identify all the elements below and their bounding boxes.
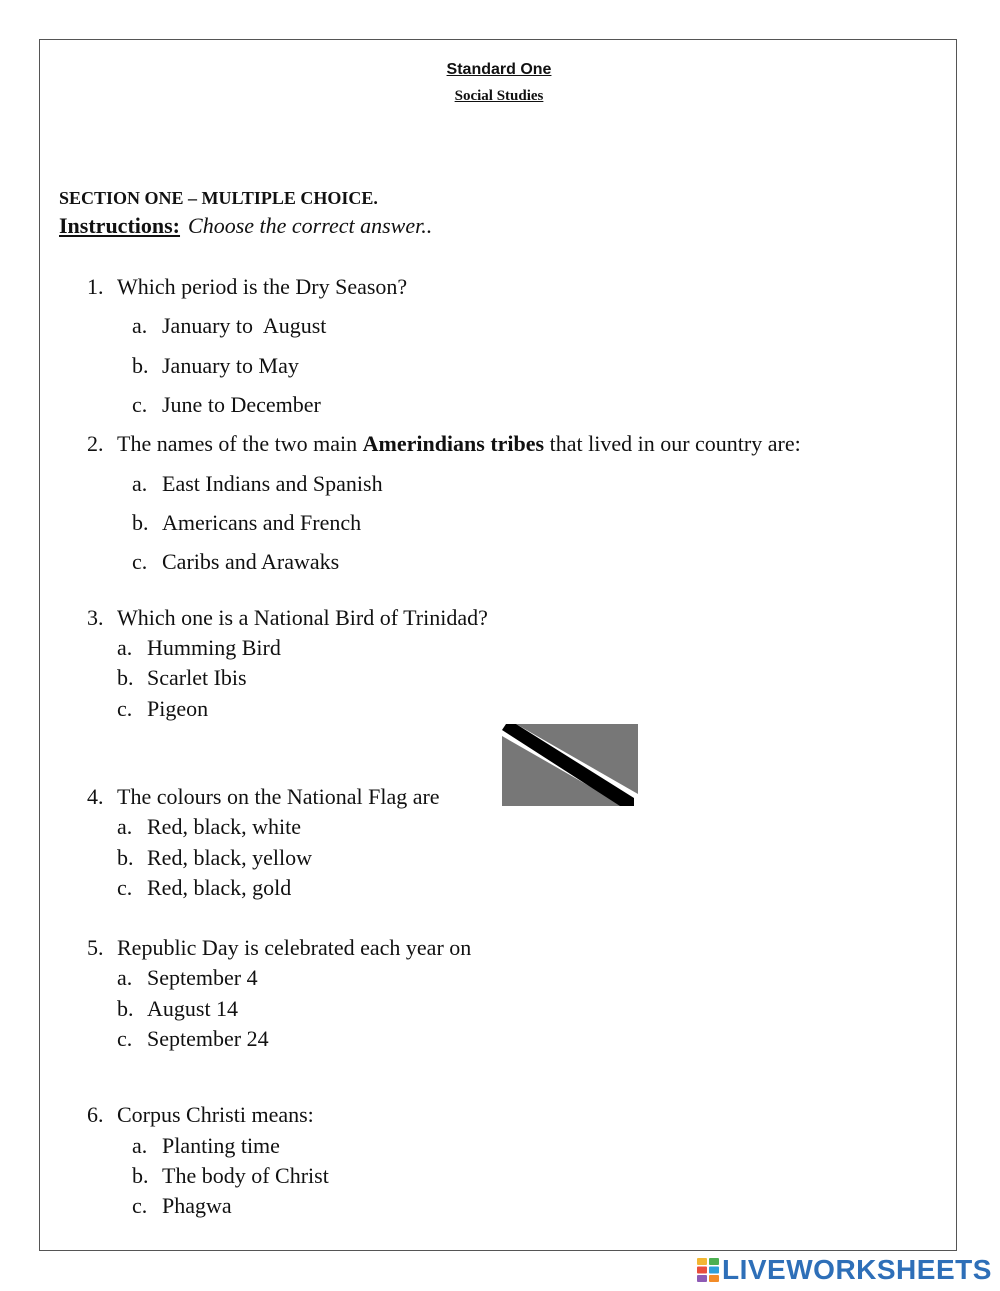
section-title: SECTION ONE – MULTIPLE CHOICE. bbox=[59, 188, 378, 208]
instructions bbox=[59, 213, 432, 239]
question-text: Corpus Christi means: bbox=[117, 1102, 314, 1127]
option-6a[interactable] bbox=[132, 1133, 280, 1159]
question-text: Which period is the Dry Season? bbox=[117, 274, 408, 299]
page-subtitle: Social Studies bbox=[454, 88, 544, 104]
option-letter: b. bbox=[117, 845, 134, 870]
option-4a[interactable] bbox=[117, 814, 301, 840]
question-1 bbox=[87, 274, 407, 300]
option-2b[interactable] bbox=[132, 510, 361, 536]
option-text: Pigeon bbox=[147, 696, 209, 721]
question-number: 4. bbox=[87, 784, 104, 809]
option-5a[interactable] bbox=[117, 965, 258, 991]
option-3a[interactable] bbox=[117, 635, 281, 661]
option-letter: c. bbox=[132, 392, 148, 417]
option-4b[interactable] bbox=[117, 845, 312, 871]
option-letter: c. bbox=[117, 1026, 133, 1051]
option-letter: c. bbox=[117, 696, 133, 721]
option-letter: a. bbox=[132, 1133, 148, 1158]
option-letter: b. bbox=[132, 510, 149, 535]
option-3b[interactable] bbox=[117, 665, 247, 691]
option-text: Scarlet Ibis bbox=[147, 665, 247, 690]
option-letter: b. bbox=[132, 1163, 149, 1188]
worksheet-page bbox=[39, 39, 957, 1251]
option-letter: b. bbox=[117, 996, 134, 1021]
question-text: The names of the two main bbox=[117, 431, 363, 456]
option-letter: a. bbox=[117, 635, 133, 660]
question-text-bold: Amerindians tribes bbox=[362, 431, 545, 456]
option-text: East Indians and Spanish bbox=[162, 471, 383, 496]
option-letter: a. bbox=[132, 471, 148, 496]
option-6b[interactable] bbox=[132, 1163, 329, 1189]
option-letter: c. bbox=[132, 1193, 148, 1218]
option-letter: c. bbox=[117, 875, 133, 900]
option-1c[interactable] bbox=[132, 392, 321, 418]
option-text: Phagwa bbox=[162, 1193, 232, 1218]
brand-text: LIVEWORKSHEETS bbox=[722, 1254, 992, 1285]
question-5 bbox=[87, 935, 471, 961]
option-letter: a. bbox=[132, 313, 148, 338]
option-5b[interactable] bbox=[117, 996, 238, 1022]
option-text: Red, black, yellow bbox=[147, 845, 312, 870]
question-3 bbox=[87, 605, 488, 631]
option-text: Red, black, gold bbox=[147, 875, 292, 900]
question-6 bbox=[87, 1102, 314, 1128]
option-3c[interactable] bbox=[117, 696, 208, 722]
option-text: June to December bbox=[162, 392, 321, 417]
question-4 bbox=[87, 784, 440, 810]
instructions-text: Choose the correct answer.. bbox=[188, 213, 433, 238]
option-2c[interactable] bbox=[132, 549, 339, 575]
option-letter: a. bbox=[117, 965, 133, 990]
question-2 bbox=[87, 431, 801, 457]
option-text: August 14 bbox=[147, 996, 239, 1021]
page-title: Standard One bbox=[446, 61, 552, 78]
option-2a[interactable] bbox=[132, 471, 383, 497]
option-letter: b. bbox=[117, 665, 134, 690]
option-text: The body of Christ bbox=[162, 1163, 329, 1188]
question-text: Which one is a National Bird of Trinidad? bbox=[117, 605, 488, 630]
question-number: 2. bbox=[87, 431, 104, 456]
option-text: January to May bbox=[162, 353, 299, 378]
option-letter: a. bbox=[117, 814, 133, 839]
question-number: 1. bbox=[87, 274, 104, 299]
option-1a[interactable] bbox=[132, 313, 326, 339]
option-text: Caribs and Arawaks bbox=[162, 549, 340, 574]
option-text: Planting time bbox=[162, 1133, 280, 1158]
option-text: Humming Bird bbox=[147, 635, 281, 660]
option-5c[interactable] bbox=[117, 1026, 269, 1052]
question-number: 3. bbox=[87, 605, 104, 630]
option-text: September 4 bbox=[147, 965, 258, 990]
option-1b[interactable] bbox=[132, 353, 299, 379]
option-text: Americans and French bbox=[162, 510, 362, 535]
question-number: 5. bbox=[87, 935, 104, 960]
option-6c[interactable] bbox=[132, 1193, 232, 1219]
instructions-label: Instructions: bbox=[59, 213, 181, 238]
option-text: September 24 bbox=[147, 1026, 269, 1051]
option-letter: b. bbox=[132, 353, 149, 378]
question-text: Republic Day is celebrated each year on bbox=[117, 935, 472, 960]
liveworksheets-logo-icon bbox=[697, 1258, 719, 1282]
question-text: The colours on the National Flag are bbox=[117, 784, 440, 809]
trinidad-flag-image bbox=[502, 724, 638, 806]
option-text: Red, black, white bbox=[147, 814, 301, 839]
question-number: 6. bbox=[87, 1102, 104, 1127]
option-4c[interactable] bbox=[117, 875, 291, 901]
option-letter: c. bbox=[132, 549, 148, 574]
option-text: January to August bbox=[162, 313, 327, 338]
question-text-end: that lived in our country are: bbox=[544, 431, 801, 456]
liveworksheets-brand[interactable] bbox=[697, 1255, 992, 1285]
